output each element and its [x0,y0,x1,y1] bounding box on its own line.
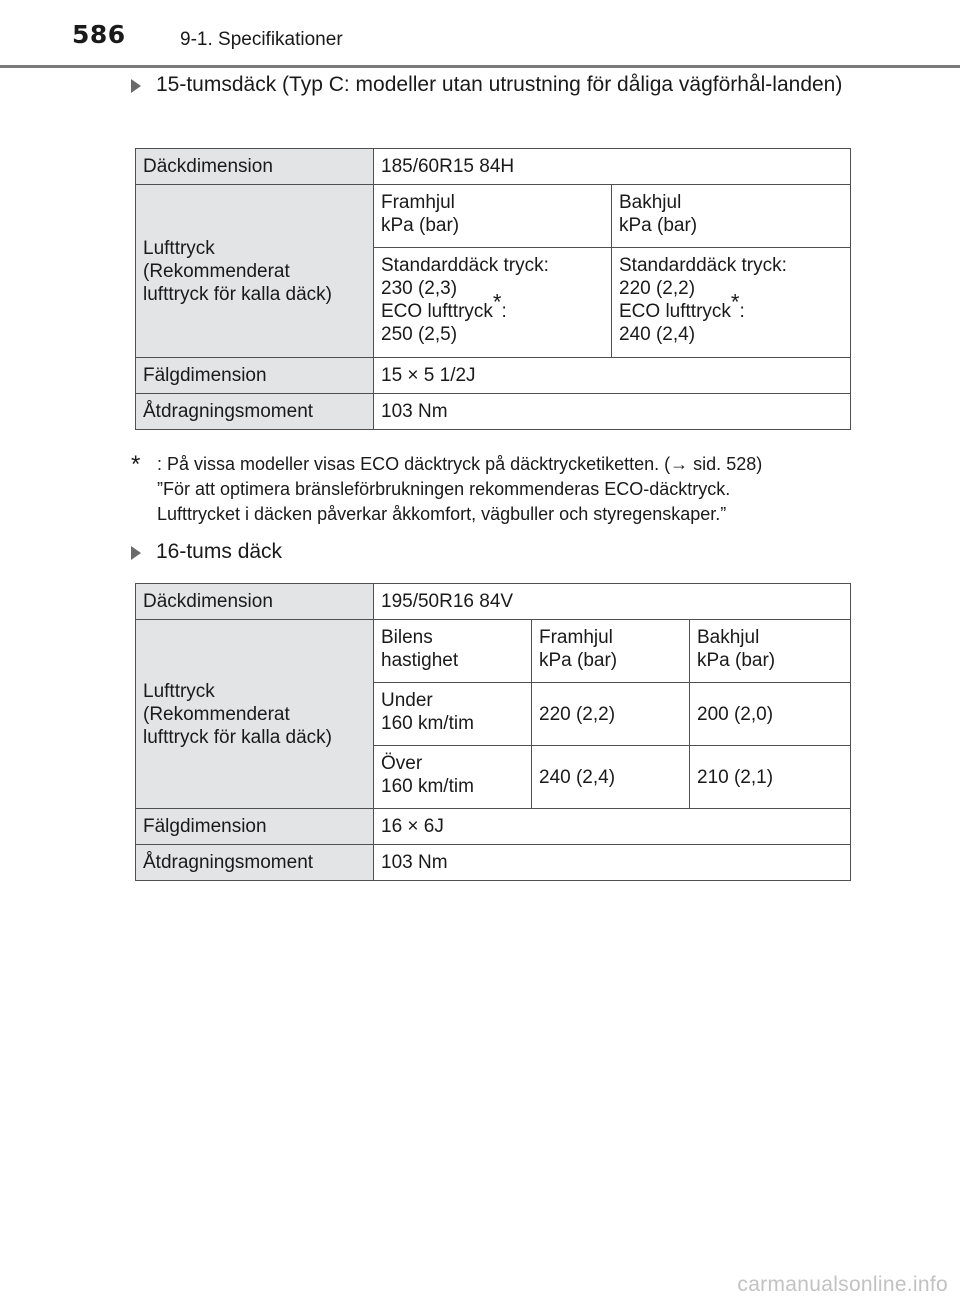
torque-value: 103 Nm [374,845,851,881]
table-row [136,185,851,248]
table-row [136,809,851,845]
tire-size-value: 195/50R16 84V [374,584,851,620]
bullet-text: 15-tumsdäck (Typ C: modeller utan utrustning för dåliga vägförhål-landen) [156,73,843,96]
bullet-text: 16-tums däck [156,540,283,563]
rim-size-label: Fälgdimension [136,358,374,394]
tire-size-value: 185/60R15 84H [374,149,851,185]
footnote-line: ”För att optimera bränsleförbrukningen rekommenderas ECO-däcktryck. [157,479,731,499]
section-title: 9-1. Specifikationer [180,29,343,50]
bullet-16-inch [131,535,851,568]
torque-label: Åtdragningsmoment [136,845,374,881]
tire-size-label: Däckdimension [136,584,374,620]
bullet-arrow-icon [131,79,141,93]
front-pressure-values: Standarddäck tryck: 230 (2,3) ECO lufttryck*: 250 (2,5) [374,248,612,358]
bullet-arrow-icon [131,546,141,560]
vehicle-speed-header: Bilens hastighet [374,620,532,683]
rim-size-label: Fälgdimension [136,809,374,845]
watermark: carmanualsonline.info [737,1273,948,1296]
bullet-15-inch [131,68,851,101]
spec-table-16-inch [135,583,851,881]
front-pressure-under: 220 (2,2) [532,683,690,746]
rear-pressure-values: Standarddäck tryck: 220 (2,2) ECO lufttryck*: 240 (2,4) [612,248,851,358]
rear-wheel-header: Bakhjul kPa (bar) [612,185,851,248]
rear-pressure-over: 210 (2,1) [690,746,851,809]
rim-size-value: 16 × 6J [374,809,851,845]
front-wheel-header: Framhjul kPa (bar) [532,620,690,683]
pressure-label: Lufttryck (Rekommenderat lufttryck för kalla däck) [136,620,374,809]
table-row [136,358,851,394]
table-row [136,620,851,683]
torque-value: 103 Nm [374,394,851,430]
pressure-label: Lufttryck (Rekommenderat lufttryck för kalla däck) [136,185,374,358]
table-row [136,845,851,881]
table-row [136,394,851,430]
footnote-asterisk: * [131,451,141,478]
table-row [136,584,851,620]
table-row [136,149,851,185]
footnote-line: : På vissa modeller visas ECO däcktryck på däcktrycketiketten. (→ sid. 528) [157,454,763,474]
rear-pressure-under: 200 (2,0) [690,683,851,746]
speed-under-160: Under 160 km/tim [374,683,532,746]
rim-size-value: 15 × 5 1/2J [374,358,851,394]
speed-over-160: Över 160 km/tim [374,746,532,809]
rear-wheel-header: Bakhjul kPa (bar) [690,620,851,683]
footnote-line: Lufttrycket i däcken påverkar åkkomfort, vägbuller och styregenskaper.” [157,504,727,524]
front-wheel-header: Framhjul kPa (bar) [374,185,612,248]
spec-table-15-inch [135,148,851,430]
tire-size-label: Däckdimension [136,149,374,185]
torque-label: Åtdragningsmoment [136,394,374,430]
page-number: 586 [72,20,126,49]
footnote [131,452,861,527]
front-pressure-over: 240 (2,4) [532,746,690,809]
